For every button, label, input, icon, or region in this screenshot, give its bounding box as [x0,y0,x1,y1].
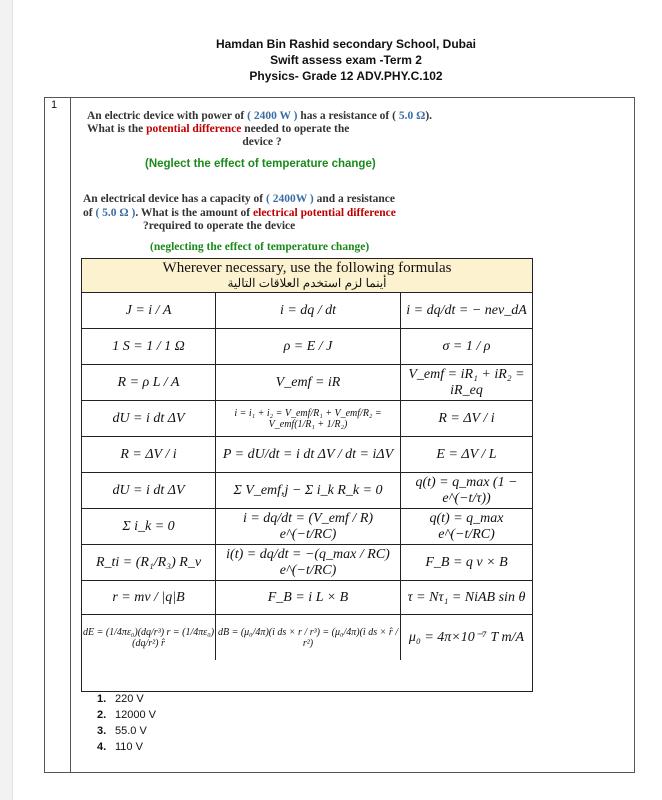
formula-cell: F_B = i L × B [216,581,401,614]
formula-row [82,509,532,545]
question-text-2: An electrical device has a capacity of ( 2400W ) and a resistance of ( 5.0 Ω ). What is the amount of electrical potential difference ?required to operate the device [83,193,396,232]
exam-header [0,36,662,84]
question-number: 1 [51,99,58,111]
note-neglecting-temperature: (neglecting the effect of temperature change) [150,241,370,253]
watermark [270,356,360,416]
formula-cell: J = i / A [82,293,216,328]
formula-row [82,437,532,473]
formula-row [82,473,532,509]
formula-cell: σ = 1 / ρ [442,338,491,354]
formula-cell: P = dU/dt = i dt ΔV / dt = iΔV [216,437,401,472]
answer-choice[interactable]: 4. 110 V [97,741,143,753]
formula-cell: E = ΔV / L [436,446,497,462]
formula-cell: Σ V_emf,j − Σ i_k R_k = 0 [216,473,401,508]
formula-cell: q(t) = q_max (1 − e^(−t/τ)) [415,474,518,506]
formula-cell: dU = i dt ΔV [82,473,216,508]
formula-cell: i = dq/dt = (V_emf / R) e^(−t/RC) [216,509,401,544]
formula-cell: i = dq / dt [216,293,401,328]
formula-cell: F_B = q v × B [425,554,508,570]
formula-table-subtitle: أينما لزم استخدم العلاقات التالية [227,276,387,290]
formula-cell: 1 S = 1 / 1 Ω [82,329,216,364]
answer-choice[interactable]: 1. 220 V [97,693,144,705]
formula-row [82,293,532,329]
answer-choice[interactable]: 2. 12000 V [97,709,156,721]
formula-cell: dU = i dt ΔV [82,401,216,436]
question-text-1: An electric device with power of ( 2400 W ) has a resistance of ( 5.0 Ω). What is the potential difference needed to operate the device ? [87,110,433,148]
formula-row [82,545,532,581]
answer-choices [97,691,156,755]
formula-cell: i = i₁ + i₂ = V_emf/R₁ + V_emf/R₂ = V_emf(1/R₁ + 1/R₂) [216,401,401,436]
formula-cell: q(t) = q_max e^(−t/RC) [429,510,504,542]
formula-cell: i = dq/dt = − nev_dA [406,302,527,318]
formula-cell: i(t) = dq/dt = −(q_max / RC) e^(−t/RC) [216,545,401,580]
formula-cell: dB = (μ₀/4π)(i ds × r / r³) = (μ₀/4π)(i ds × r̂ / r²) [216,615,401,660]
course-title: Physics- Grade 12 ADV.PHY.C.102 [249,69,443,83]
formula-table-title: Wherever necessary, use the following formulas [162,260,452,276]
exam-title: Swift assess exam -Term 2 [270,53,422,67]
formula-cell: dE = (1/4πε₀)(dq/r³) r = (1/4πε₀)(dq/r²) r̂ [82,615,216,660]
formula-cell: V_emf = iR [216,365,401,400]
formula-rows [82,293,532,660]
formula-cell: R_ti = (R₁/R₃) R_v [82,545,216,580]
formula-cell: R = ΔV / i [438,410,495,426]
formula-cell: V_emf = iR₁ + iR₂ = iR_eq [408,366,525,398]
formula-row [82,581,532,615]
school-name: Hamdan Bin Rashid secondary School, Dubai [215,37,477,51]
formula-cell: R = ΔV / i [82,437,216,472]
question-box [44,97,635,773]
formula-cell: R = ρ L / A [82,365,216,400]
formula-cell: μ₀ = 4π×10⁻⁷ T m/A [408,630,525,645]
formula-cell: ρ = E / J [216,329,401,364]
formula-row [82,615,532,660]
note-neglect-temperature: (Neglect the effect of temperature change) [145,158,376,170]
question-number-column [45,98,71,772]
formula-cell: Σ i_k = 0 [82,509,216,544]
formula-cell: τ = Nτ₁ = NiAB sin θ [407,589,526,605]
formula-cell: r = mv / |q|B [82,581,216,614]
formula-table-header [82,259,532,293]
formula-table [81,258,533,692]
page-gutter [0,0,13,800]
answer-choice[interactable]: 3. 55.0 V [97,725,147,737]
